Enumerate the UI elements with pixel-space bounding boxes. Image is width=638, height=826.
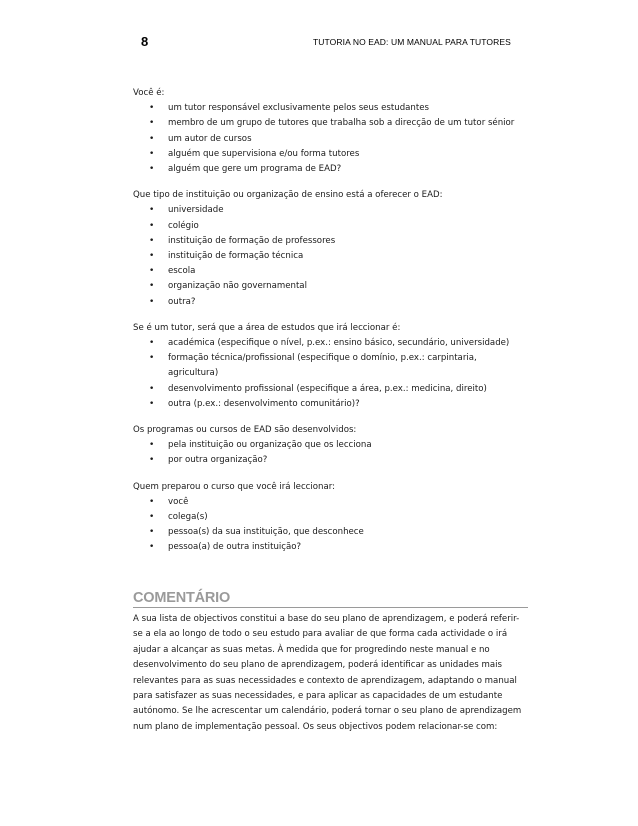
option-list — [133, 203, 528, 309]
bullet-icon: • — [149, 205, 155, 216]
question-intro: Se é um tutor, será que a área de estudos que irá leccionar é: — [133, 322, 401, 333]
list-item — [133, 279, 528, 294]
question-section — [133, 423, 528, 469]
bullet-icon: • — [149, 296, 155, 307]
bullet-icon: • — [149, 496, 155, 507]
list-item-text: membro de um grupo de tutores que trabalha sob a direcção de um tutor sénior — [168, 118, 515, 129]
questionnaire-body — [133, 86, 528, 567]
list-item-text: pessoa(s) da sua instituição, que desconhece — [168, 527, 364, 538]
page-number: 8 — [141, 34, 149, 49]
list-item-text: um autor de cursos — [168, 133, 252, 144]
list-item — [133, 203, 528, 218]
comment-section — [133, 590, 528, 735]
question-section — [133, 321, 528, 412]
list-item-text: um tutor responsável exclusivamente pelos seus estudantes — [168, 103, 430, 114]
bullet-icon: • — [149, 281, 155, 292]
list-item-text: organização não governamental — [168, 281, 307, 292]
list-item-text: pessoa(a) de outra instituição? — [168, 542, 302, 553]
bullet-icon: • — [149, 251, 155, 262]
comment-paragraph: A sua lista de objectivos constitui a base do seu plano de aprendizagem, e poderá referir-se a ela ao longo de todo o seu estudo para avaliar de que forma cada actividade o irá ajudar a alcançar as suas metas. À medida que for progredindo neste manual e no desenvolvimento do seu plano de aprendizagem, poderá identificar as unidades mais relevantes para as suas necessidades e contexto de aprendizagem, adaptando o manual para satisfazer as suas necessidades, e para aplicar as capacidades de um estudante autónomo. Se lhe acrescentar um calendário, poderá tornar o seu plano de aprendizagem num plano de implementação pessoal. Os seus objectivos podem relacionar-se com: — [133, 614, 522, 732]
option-list — [133, 495, 528, 556]
list-item-text: instituição de formação técnica — [168, 251, 304, 262]
list-item — [133, 336, 528, 351]
list-item — [133, 264, 528, 279]
bullet-icon: • — [149, 398, 155, 409]
bullet-icon: • — [149, 338, 155, 349]
list-item — [133, 116, 528, 131]
list-item — [133, 382, 528, 397]
list-item — [133, 525, 528, 540]
question-intro: Que tipo de instituição ou organização de ensino está a oferecer o EAD: — [133, 190, 443, 201]
list-item — [133, 234, 528, 249]
list-item — [133, 438, 528, 453]
question-section — [133, 480, 528, 556]
list-item — [133, 397, 528, 412]
list-item-text: por outra organização? — [168, 455, 268, 466]
list-item — [133, 351, 528, 381]
list-item-text: universidade — [168, 205, 224, 216]
list-item — [133, 295, 528, 310]
option-list — [133, 438, 528, 468]
bullet-icon: • — [149, 542, 155, 553]
list-item-text: alguém que gere um programa de EAD? — [168, 164, 342, 175]
list-item-text: pela instituição ou organização que os lecciona — [168, 440, 372, 451]
bullet-icon: • — [149, 220, 155, 231]
question-intro: Você é: — [133, 88, 165, 98]
question-section — [133, 86, 528, 177]
list-item — [133, 132, 528, 147]
bullet-icon: • — [149, 512, 155, 523]
bullet-icon: • — [149, 527, 155, 538]
list-item-text: formação técnica/profissional (especifique o domínio, p.ex.: carpintaria, agricultura) — [168, 353, 477, 379]
list-item — [133, 101, 528, 116]
list-item-text: outra? — [168, 296, 196, 307]
list-item — [133, 495, 528, 510]
question-intro: Quem preparou o curso que você irá leccionar: — [133, 481, 336, 492]
list-item — [133, 162, 528, 177]
option-list — [133, 336, 528, 412]
bullet-icon: • — [149, 440, 155, 451]
bullet-icon: • — [149, 164, 155, 175]
option-list — [133, 101, 528, 177]
bullet-icon: • — [149, 383, 155, 394]
running-header: TUTORIA NO EAD: UM MANUAL PARA TUTORES — [313, 37, 511, 47]
list-item-text: outra (p.ex.: desenvolvimento comunitário)? — [168, 398, 360, 409]
list-item-text: colega(s) — [168, 512, 208, 523]
question-intro: Os programas ou cursos de EAD são desenvolvidos: — [133, 425, 357, 436]
list-item — [133, 249, 528, 264]
list-item-text: desenvolvimento profissional (especifique a área, p.ex.: medicina, direito) — [168, 383, 487, 394]
bullet-icon: • — [149, 266, 155, 277]
list-item — [133, 219, 528, 234]
list-item — [133, 453, 528, 468]
list-item-text: escola — [168, 266, 196, 277]
bullet-icon: • — [149, 103, 155, 114]
bullet-icon: • — [149, 353, 155, 364]
list-item — [133, 540, 528, 555]
list-item-text: colégio — [168, 220, 199, 231]
question-section — [133, 188, 528, 310]
list-item — [133, 510, 528, 525]
bullet-icon: • — [149, 455, 155, 466]
bullet-icon: • — [149, 118, 155, 129]
list-item-text: alguém que supervisiona e/ou forma tutores — [168, 148, 360, 159]
list-item-text: académica (especifique o nível, p.ex.: ensino básico, secundário, universidade) — [168, 338, 510, 349]
list-item-text: instituição de formação de professores — [168, 235, 336, 246]
list-item-text: você — [168, 496, 189, 507]
comment-heading: COMENTÁRIO — [133, 590, 528, 608]
bullet-icon: • — [149, 235, 155, 246]
bullet-icon: • — [149, 133, 155, 144]
list-item — [133, 147, 528, 162]
bullet-icon: • — [149, 148, 155, 159]
